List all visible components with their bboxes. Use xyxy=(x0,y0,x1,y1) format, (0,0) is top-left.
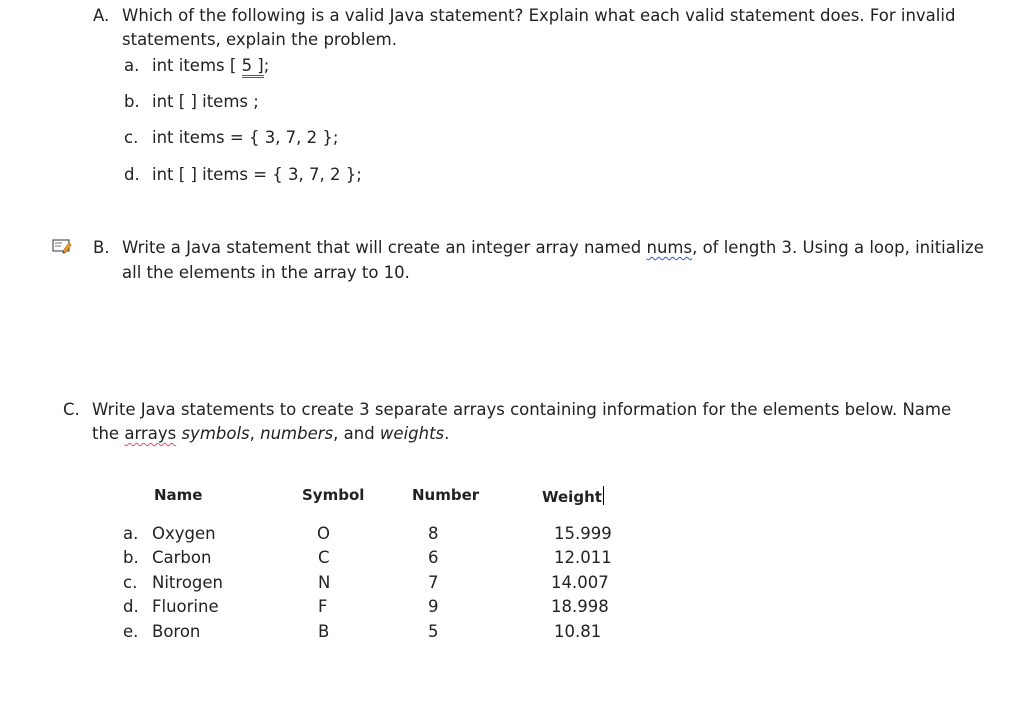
option-a-text xyxy=(152,56,269,75)
row-label: a. xyxy=(123,524,139,543)
element-number: 7 xyxy=(428,573,439,592)
option-d-text: int [ ] items = { 3, 7, 2 }; xyxy=(152,165,362,184)
element-weight: 18.998 xyxy=(551,597,609,616)
element-weight: 10.81 xyxy=(554,622,602,641)
question-c-end: . xyxy=(444,424,450,443)
option-b-label: b. xyxy=(124,92,140,111)
element-name: Nitrogen xyxy=(152,573,223,592)
header-weight-text: Weight xyxy=(542,488,602,506)
row-label: e. xyxy=(123,622,139,641)
question-c-weights: weights xyxy=(379,424,445,443)
element-name: Fluorine xyxy=(152,597,219,616)
question-c-symbols: symbols xyxy=(181,424,250,443)
element-symbol: N xyxy=(318,573,331,592)
question-a-text-line2: statements, explain the problem. xyxy=(122,30,397,49)
spellcheck-flagged-word[interactable]: nums xyxy=(646,238,693,257)
question-c-label: C. xyxy=(63,400,80,419)
element-number: 9 xyxy=(428,597,439,616)
question-c-numbers: numbers xyxy=(260,424,334,443)
row-label: d. xyxy=(123,597,139,616)
text-cursor xyxy=(603,486,604,505)
element-number: 8 xyxy=(428,524,439,543)
header-number: Number xyxy=(412,486,480,504)
header-weight xyxy=(542,486,604,506)
header-symbol: Symbol xyxy=(302,486,365,504)
question-a-label: A. xyxy=(93,6,110,25)
question-a-text-line1: Which of the following is a valid Java statement? Explain what each valid statement does. For invalid xyxy=(122,6,956,25)
row-label: c. xyxy=(123,573,138,592)
row-label: b. xyxy=(123,548,139,567)
option-c-text: int items = { 3, 7, 2 }; xyxy=(152,128,339,147)
element-name: Oxygen xyxy=(152,524,216,543)
question-c-sep1: , xyxy=(249,424,261,443)
question-b-pre: Write a Java statement that will create an integer array named xyxy=(122,238,647,257)
option-a-post: ; xyxy=(263,56,270,75)
comment-pencil-icon[interactable] xyxy=(52,237,72,255)
option-c-label: c. xyxy=(124,128,139,147)
spellcheck-flagged-word-arrays[interactable]: arrays xyxy=(124,424,177,443)
question-c-text-line2 xyxy=(92,424,449,443)
question-b-text-line1 xyxy=(122,238,984,257)
element-symbol: O xyxy=(317,524,330,543)
element-symbol: F xyxy=(318,597,328,616)
option-a-pre: int items [ xyxy=(152,56,242,75)
element-number: 5 xyxy=(428,622,439,641)
element-number: 6 xyxy=(428,548,439,567)
question-c-text-line1: Write Java statements to create 3 separate arrays containing information for the elements below. Name xyxy=(92,400,952,419)
option-a-label: a. xyxy=(124,56,140,75)
element-weight: 14.007 xyxy=(551,573,609,592)
question-c-line2-pre: the xyxy=(92,424,125,443)
option-d-label: d. xyxy=(124,165,140,184)
question-b-text-line2: all the elements in the array to 10. xyxy=(122,263,410,282)
question-c-sep2: , and xyxy=(333,424,380,443)
element-symbol: C xyxy=(318,548,330,567)
header-name: Name xyxy=(154,486,203,504)
element-symbol: B xyxy=(318,622,330,641)
option-b-text: int [ ] items ; xyxy=(152,92,259,111)
element-weight: 15.999 xyxy=(554,524,612,543)
option-a-marked: 5 ] xyxy=(242,56,264,78)
element-name: Boron xyxy=(152,622,201,641)
question-b-label: B. xyxy=(93,238,110,257)
element-weight: 12.011 xyxy=(554,548,612,567)
element-name: Carbon xyxy=(152,548,212,567)
question-b-post: , of length 3. Using a loop, initialize xyxy=(692,238,984,257)
